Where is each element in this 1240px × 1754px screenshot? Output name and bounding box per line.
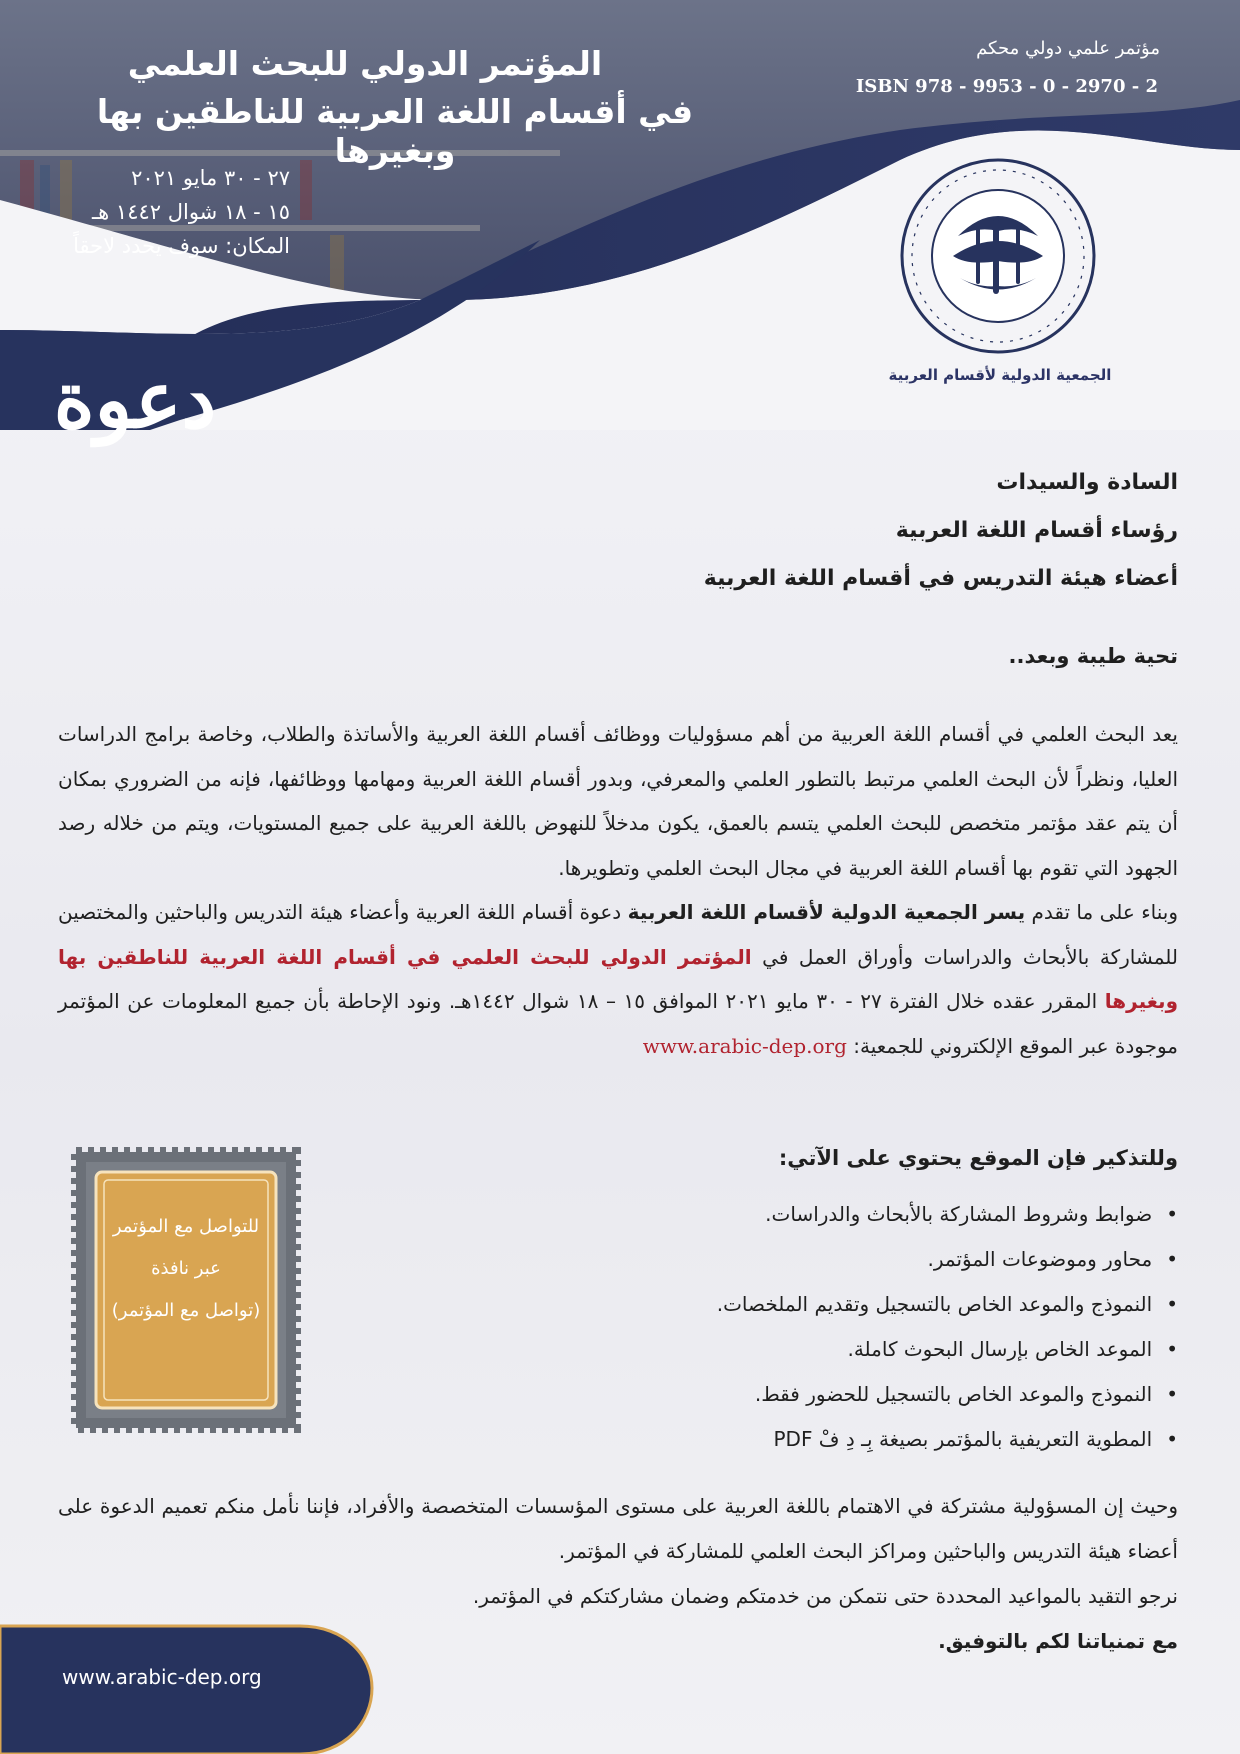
salutation-line: رؤساء أقسام اللغة العربية [895, 518, 1178, 543]
site-contents-intro: وللتذكير فإن الموقع يحتوي على الآتي: [778, 1146, 1178, 1170]
list-item: • الموعد الخاص بإرسال البحوث كاملة. [717, 1327, 1178, 1372]
association-mention: يسر الجمعية الدولية لأقسام اللغة العربية [627, 900, 1026, 924]
list-item: • المطوية التعريفية بالمؤتمر بصيغة بِـ دِ فْ PDF [717, 1417, 1178, 1462]
closing-paragraph: وحيث إن المسؤولية مشتركة في الاهتمام باللغة العربية على مستوى المؤسسات المتخصصة والأفراد، فإننا نأمل منكم تعميم الدعوة على أعضاء هيئة التدريس والباحثين ومراكز البحث العلمي للمشاركة في المؤتمر. [58, 1494, 1178, 1563]
stamp-line: (تواصل مع المؤتمر) [111, 1300, 261, 1321]
venue: المكان: سوف يحدد لاحقاً [73, 234, 290, 258]
conference-title-line2: في أقسام اللغة العربية للناطقين بها وبغيرها [96, 92, 694, 170]
body-text-segment: المقرر عقده خلال الفترة ٢٧ - ٣٠ مايو ٢٠٢١ الموافق ١٥ – ١٨ شوال ١٤٤٢هـ. ونود الإحاطة بأن جميع المعلومات عن المؤتمر موجودة عبر الموقع الإلكتروني للجمعية: [58, 989, 1178, 1058]
invitation-heading: دعوة [53, 355, 217, 446]
date-hijri: ١٥ - ١٨ شوال ١٤٤٢ هـ [92, 200, 290, 224]
list-item: • ضوابط وشروط المشاركة بالأبحاث والدراسات. [717, 1192, 1178, 1237]
website-link[interactable]: www.arabic-dep.org [642, 1033, 847, 1058]
body-paragraph [58, 890, 1178, 1068]
association-name: الجمعية الدولية لأقسام العربية [888, 366, 1112, 384]
body-text [58, 712, 1178, 1068]
body-text-segment: دعوة أقسام اللغة العربية وأعضاء هيئة التدريس والباحثين والمختصين للمشاركة بالأبحاث والدراسات وأوراق العمل في [58, 900, 1178, 969]
conference-title-line1: المؤتمر الدولي للبحث العلمي [127, 44, 603, 83]
conference-mention: المؤتمر الدولي للبحث العلمي في أقسام اللغة العربية للناطقين بها وبغيرها [58, 944, 1178, 1013]
body-paragraph: يعد البحث العلمي في أقسام اللغة العربية من أهم مسؤوليات ووظائف أقسام اللغة العربية والأساتذة والطلاب، وخاصة برامج الدراسات العليا، ونظراً لأن البحث العلمي مرتبط بالتطور العلمي والمعرفي، وبدور أقسام اللغة العربية ومهامها ووظائفها، فإنه من الضروري بمكان أن يتم عقد مؤتمر متخصص للبحث العلمي يتسم بالعمق، يكون مدخلاً للنهوض باللغة العربية على جميع المستويات، ويتم من خلاله رصد الجهود التي تقوم بها أقسام اللغة العربية في مجال البحث العلمي وتطويرها. [58, 722, 1178, 880]
stamp-text [96, 1206, 276, 1332]
association-seal-logo [898, 156, 1098, 356]
greeting: تحية طيبة وبعد.. [1008, 644, 1178, 668]
body-text-segment: وبناء على ما تقدم [1025, 900, 1178, 924]
list-item: • النموذج والموعد الخاص بالتسجيل للحضور فقط. [717, 1372, 1178, 1417]
stamp-line: للتواصل مع المؤتمر [112, 1216, 260, 1237]
isbn-number: ISBN 978 - 9953 - 0 - 2970 - 2 [855, 76, 1158, 97]
date-gregorian: ٢٧ - ٣٠ مايو ٢٠٢١ [131, 166, 290, 190]
stamp-line: عبر نافذة [151, 1258, 221, 1279]
peer-reviewed-label: مؤتمر علمي دولي محكم [976, 38, 1160, 59]
list-item: • محاور وموضوعات المؤتمر. [717, 1237, 1178, 1282]
closing-paragraph: نرجو التقيد بالمواعيد المحددة حتى نتمكن من خدمتكم وضمان مشاركتكم في المؤتمر. [472, 1584, 1178, 1608]
salutation-line: السادة والسيدات [996, 470, 1178, 495]
list-item: • النموذج والموعد الخاص بالتسجيل وتقديم الملخصات. [717, 1282, 1178, 1327]
footer-website-link[interactable]: www.arabic-dep.org [62, 1665, 262, 1689]
salutation-line: أعضاء هيئة التدريس في أقسام اللغة العربية [703, 566, 1178, 591]
closing-wishes: مع تمنياتنا لكم بالتوفيق. [938, 1629, 1178, 1653]
site-contents-list [717, 1192, 1178, 1462]
